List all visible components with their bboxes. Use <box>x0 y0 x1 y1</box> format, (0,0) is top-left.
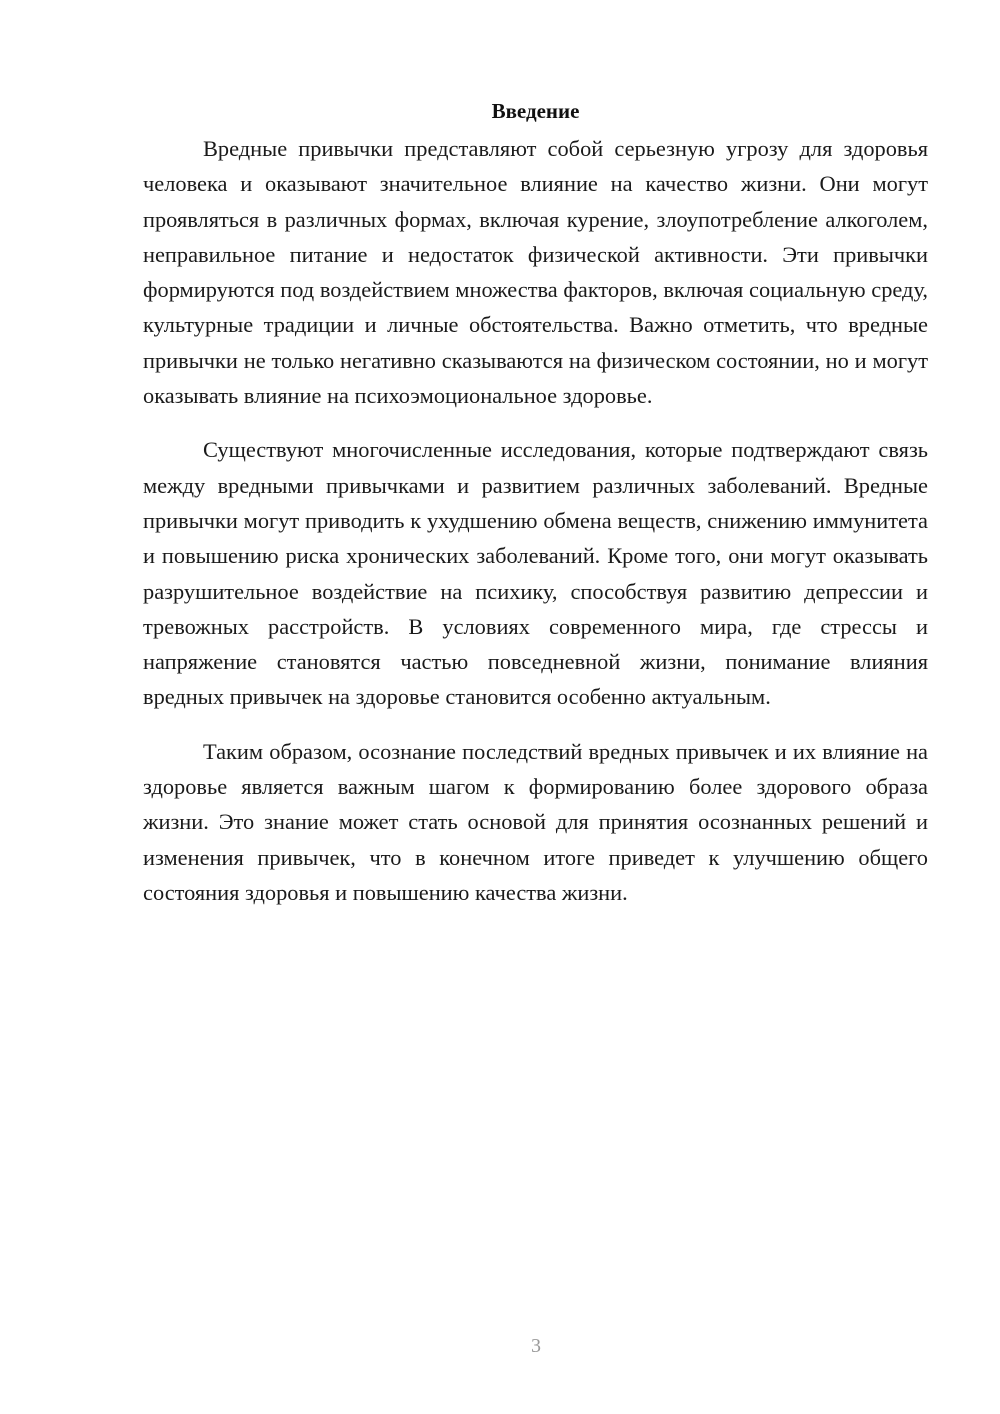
paragraph-2: Существуют многочисленные исследования, которые подтверждают связь между вредными привычками и развитием различных заболеваний. Вредные привычки могут приводить к ухудшению обмена веществ, снижению иммунитета и повышению риска хронических заболеваний. Кроме того, они могут оказывать разрушительное воздействие на психику, способствуя развитию депрессии и тревожных расстройств. В условиях современного мира, где стрессы и напряжение становятся частью повседневной жизни, понимание влияния вредных привычек на здоровье становится особенно актуальным. <box>143 437 928 710</box>
paragraph-3: Таким образом, осознание последствий вредных привычек и их влияние на здоровье является важным шагом к формированию более здорового образа жизни. Это знание может стать основой для принятия осознанных решений и изменения привычек, что в конечном итоге приведет к улучшению общего состояния здоровья и повышению качества жизни. <box>143 738 928 905</box>
section-heading: Введение <box>491 99 580 123</box>
page-content <box>143 96 928 929</box>
page-number: 3 <box>531 1335 541 1357</box>
paragraph-1: Вредные привычки представляют собой серьезную угрозу для здоровья человека и оказывают значительное влияние на качество жизни. Они могут проявляться в различных формах, включая курение, злоупотребление алкоголем, неправильное питание и недостаток физической активности. Эти привычки формируются под воздействием множества факторов, включая социальную среду, культурные традиции и личные обстоятельства. Важно отметить, что вредные привычки не только негативно сказываются на физическом состоянии, но и могут оказывать влияние на психоэмоциональное здоровье. <box>143 136 928 409</box>
